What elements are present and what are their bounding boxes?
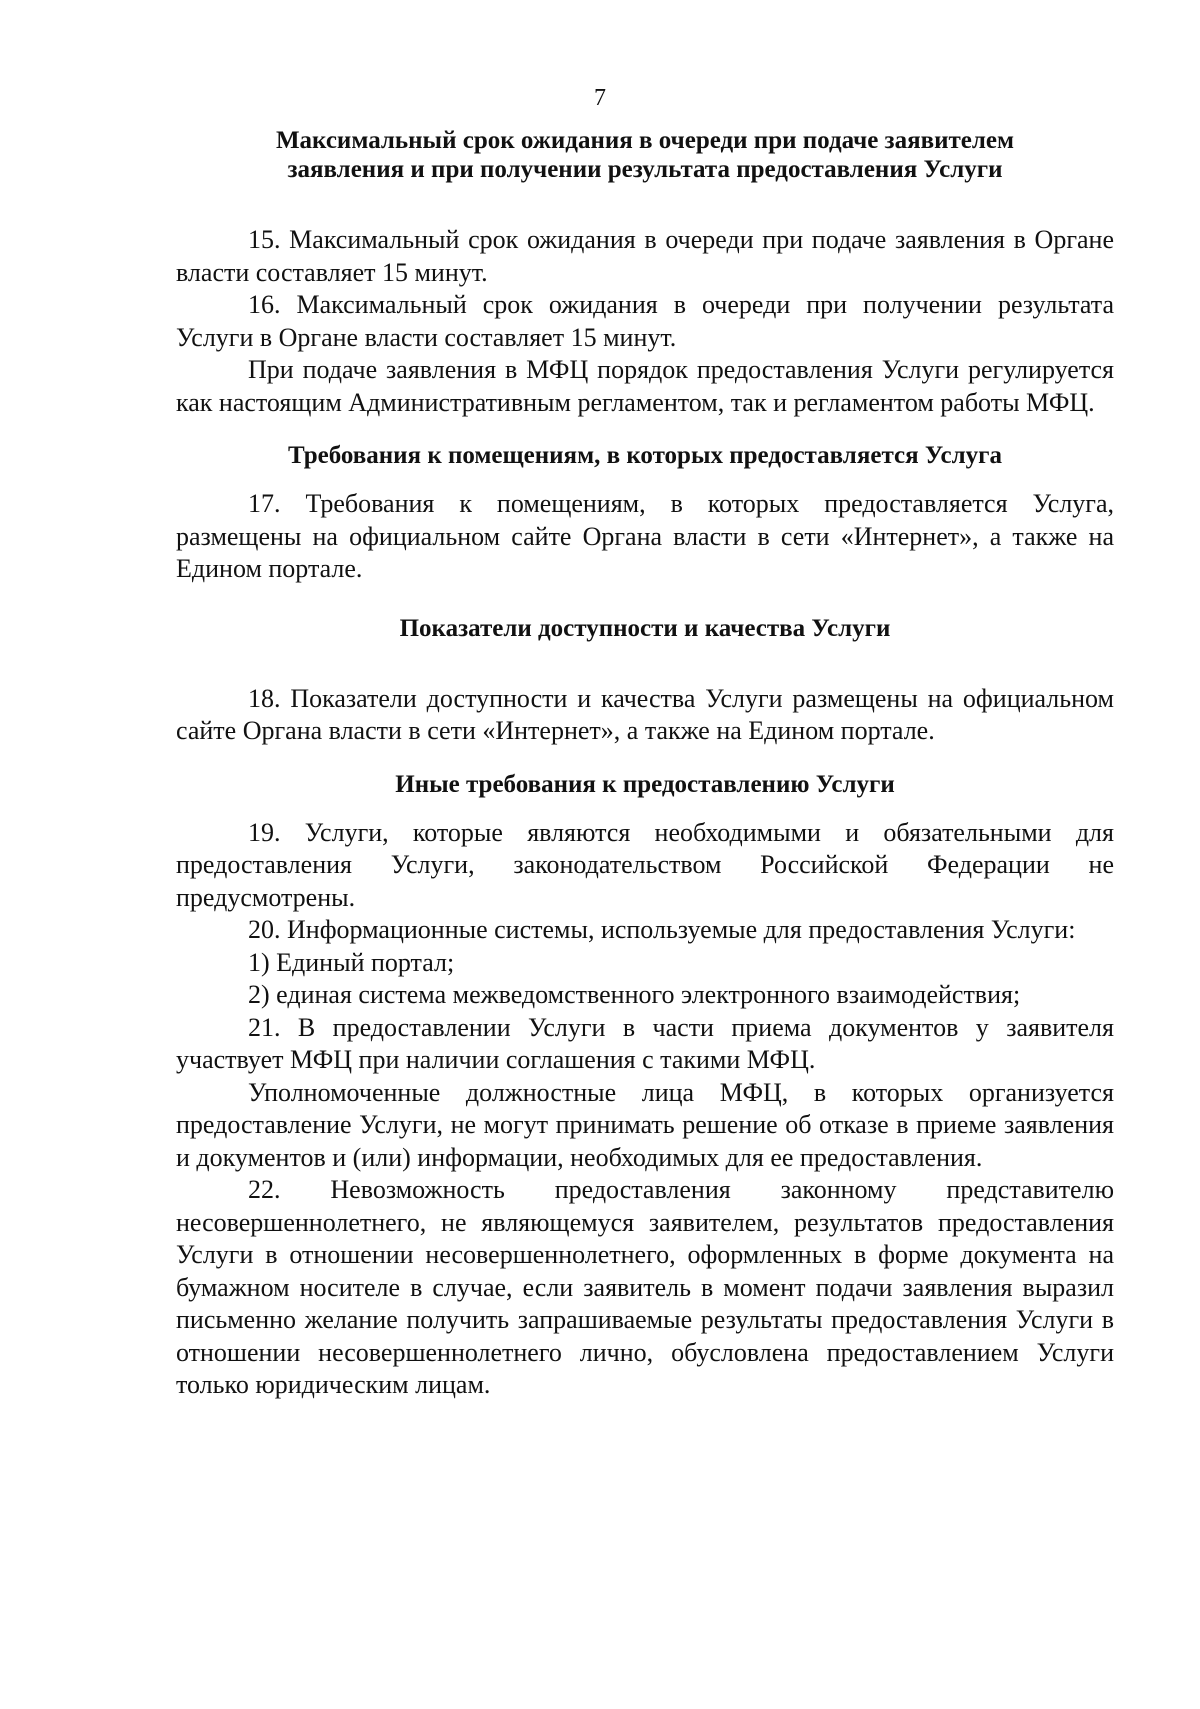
paragraph-20: 20. Информационные системы, используемые для предоставления Услуги: (248, 915, 1076, 944)
list-item-1: 1) Единый портал; (248, 947, 455, 977)
list-item-2: 2) единая система межведомственного электронного взаимодействия; (248, 980, 1021, 1009)
paragraph-mfc-procedure: При подаче заявления в МФЦ порядок предоставления Услуги регулируется как настоящим Административным регламентом, так и регламентом работы МФЦ. (176, 355, 1114, 417)
paragraph-17: 17. Требования к помещениям, в которых предоставляется Услуга, размещены на официальном сайте Органа власти в сети «Интернет», а также на Едином портале. (176, 489, 1114, 583)
paragraph-mfc-officials: Уполномоченные должностные лица МФЦ, в которых организуется предоставление Услуги, не могут принимать решение об отказе в приеме заявления и документов и (или) информации, необходимых для ее предоставления. (176, 1077, 1114, 1172)
paragraph-15: 15. Максимальный срок ожидания в очереди при подаче заявления в Органе власти составляет 15 минут. (176, 225, 1114, 287)
paragraph-16: 16. Максимальный срок ожидания в очереди при получении результата Услуги в Органе власти составляет 15 минут. (176, 290, 1114, 352)
section-heading-other-requirements: Иные требования к предоставлению Услуги (395, 770, 895, 798)
paragraph-22: 22. Невозможность предоставления законному представителю несовершеннолетнего, не являющемуся заявителем, результатов предоставления Услуги в отношении несовершеннолетнего, оформленных в форме документа на бумажном носителе в случае, если заявитель в момент подачи заявления выразил письменно желание получить запрашиваемые результаты предоставления Услуги в отношении несовершеннолетнего лично, обусловлена предоставлением Услуги только юридическим лицам. (176, 1175, 1114, 1399)
section-heading-waiting-time: Максимальный срок ожидания в очереди при подаче заявителем (275, 127, 1015, 154)
document-body (176, 126, 1114, 1402)
section-heading-premises: Требования к помещениям, в которых предоставляется Услуга (287, 442, 1003, 469)
paragraph-21: 21. В предоставлении Услуги в части приема документов у заявителя участвует МФЦ при наличии соглашения с такими МФЦ. (176, 1012, 1114, 1074)
section-heading-waiting-time-line2: заявления и при получении результата предоставления Услуги (287, 156, 1003, 183)
paragraph-18: 18. Показатели доступности и качества Услуги размещены на официальном сайте Органа власти в сети «Интернет», а также на Едином портале. (176, 683, 1114, 745)
section-heading-accessibility: Показатели доступности и качества Услуги (399, 614, 891, 642)
paragraph-19: 19. Услуги, которые являются необходимыми и обязательными для предоставления Услуги, законодательством Российской Федерации не предусмотрены. (176, 817, 1114, 912)
page-number: 7 (594, 85, 606, 111)
